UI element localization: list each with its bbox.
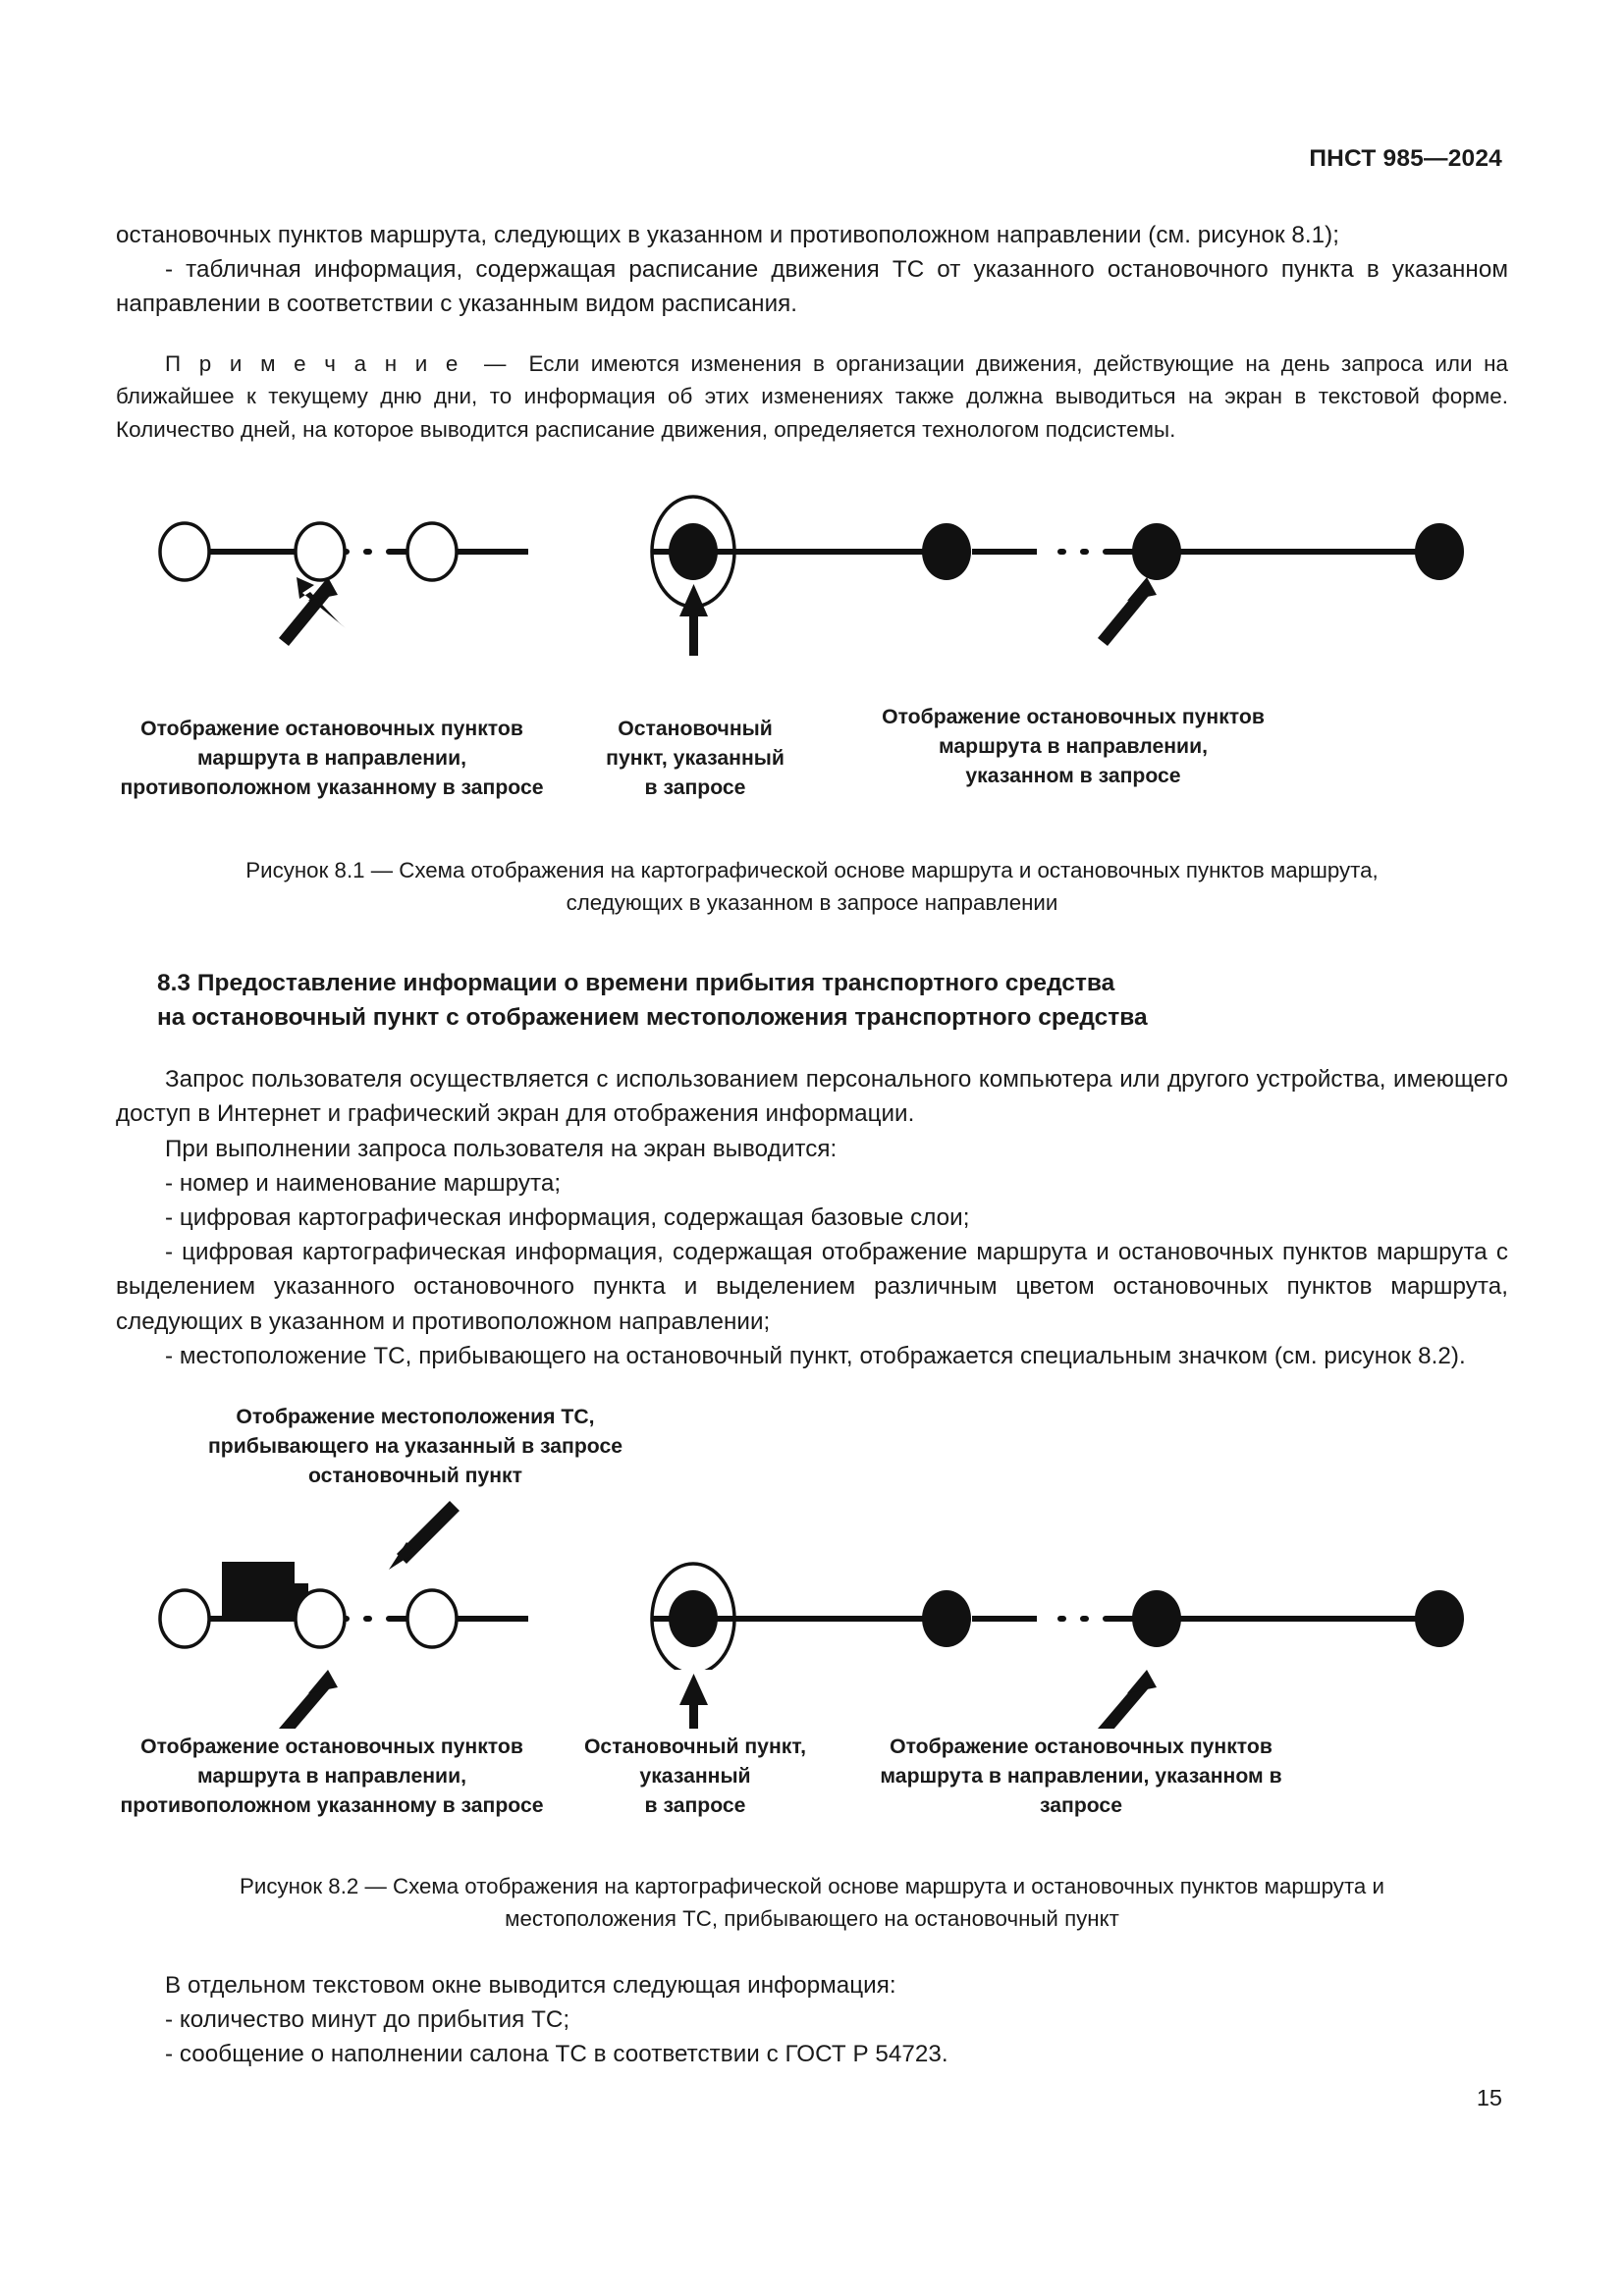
label-line: противоположном указанному в запросе [120, 776, 544, 800]
figure-8-1 [116, 489, 1508, 919]
arrow-center-callout-shape [679, 584, 708, 656]
note-dash: — [484, 350, 507, 376]
label-line: Отображение остановочных пунктов [140, 1735, 523, 1758]
paragraph-continued: остановочных пунктов маршрута, следующих в указанном и противоположном направлении (см. рисунок 8.1); [116, 222, 1340, 248]
arrow-to-vehicle-shape [389, 1501, 460, 1570]
figure-8-1-label-left [116, 715, 548, 803]
stop-node-hollow [296, 523, 345, 580]
arrow-center-callout-shape [679, 1674, 708, 1729]
stop-node-filled [1415, 523, 1464, 580]
label-line: маршрута в направлении, [197, 747, 466, 771]
label-line: Отображение остановочных пунктов [890, 1735, 1272, 1758]
section-8-3-heading [116, 966, 1508, 1035]
figure-8-2-graphic [116, 1493, 1508, 1670]
bullet-minutes-to-arrival: - количество минут до прибытия ТС; [165, 2006, 570, 2034]
figure-8-2-caption [174, 1870, 1450, 1935]
figure-8-1-label-right [852, 703, 1294, 791]
arrow-left-callout-shape [279, 1670, 338, 1729]
note-label: П р и м е ч а н и е [165, 350, 461, 376]
figure-8-2 [116, 1403, 1508, 1935]
figure-8-2-label-right [850, 1733, 1312, 1821]
stop-node-filled [1132, 523, 1181, 580]
stop-node-hollow [407, 523, 457, 580]
stop-node-hollow [160, 1590, 209, 1647]
label-line: маршрута в направлении, [939, 735, 1208, 759]
label-line: маршрута в направлении, указанном в [880, 1764, 1282, 1788]
stop-node-filled [922, 1590, 971, 1647]
caption-line: Рисунок 8.1 — Схема отображения на картографической основе маршрута и остановочных пунктов маршрута, [245, 858, 1379, 883]
page-number: 15 [1476, 2085, 1502, 2110]
label-line: Отображение остановочных пунктов [882, 706, 1265, 729]
label-line: запросе [1039, 1793, 1122, 1817]
caption-line: следующих в указанном в запросе направлении [566, 890, 1058, 916]
figure-8-2-arrows [116, 1668, 1508, 1729]
heading-line: на остановочный пункт с отображением местоположения транспортного средства [157, 1004, 1148, 1032]
label-line: Остановочный пункт, [583, 1735, 807, 1758]
running-head-standard-code: ПНСТ 985—2024 [1309, 145, 1502, 172]
arrow-group [279, 577, 1157, 656]
label-line: остановочный пункт [308, 1464, 522, 1487]
stop-node-filled [1132, 1590, 1181, 1647]
label-line: указанный [639, 1764, 751, 1788]
label-line: Остановочный [618, 718, 773, 741]
bullet-vehicle-position: - местоположение ТС, прибывающего на остановочный пункт, отображается специальным значком (см. рисунок 8.2). [165, 1342, 1466, 1369]
arrow-right-callout-shape [1098, 1670, 1157, 1729]
paragraph-onscreen: При выполнении запроса пользователя на экран выводится: [165, 1135, 838, 1162]
label-line: в запросе [644, 1793, 746, 1817]
figure-8-2-label-left [116, 1733, 548, 1821]
label-line: противоположном указанному в запросе [120, 1793, 544, 1817]
note-block [116, 347, 1508, 447]
arrow-right-callout-shape [1098, 577, 1157, 646]
bullet-occupancy-message: - сообщение о наполнении салона ТС в соответствии с ГОСТ Р 54723. [165, 2041, 948, 2068]
bullet-route-display: - цифровая картографическая информация, содержащая отображение маршрута и остановочных пунктов маршрута с выделением указанного остановочного пункта и выделением различным цветом остановочных пунктов маршрута, следующих в указанном и противоположном направлении; [116, 1239, 1508, 1335]
stop-node-hollow [296, 1590, 345, 1647]
bullet-table-info: - табличная информация, содержащая расписание движения ТС от указанного остановочного пункта в указанном направлении в соответствии с указанным видом расписания. [116, 256, 1508, 318]
stop-node-selected [669, 523, 718, 580]
paragraph-text-window: В отдельном текстовом окне выводится следующая информация: [165, 1971, 896, 1999]
note-text: Если имеются изменения в организации движения, действующие на день запроса или на ближайшее к текущему дню дни, то информация об этих изменениях также должна выводиться на экран в текстовой форме. Количество дней, на которое выводится расписание движения, определяется технологом подсистемы. [116, 350, 1508, 442]
bullet-route-number: - номер и наименование маршрута; [165, 1169, 562, 1197]
label-line: Отображение остановочных пунктов [140, 718, 523, 741]
stop-node-hollow [407, 1590, 457, 1647]
stop-node-filled [922, 523, 971, 580]
bullet-base-layers: - цифровая картографическая информация, содержащая базовые слои; [165, 1203, 970, 1231]
page-content [116, 218, 1508, 2072]
paragraph-request: Запрос пользователя осуществляется с использованием персонального компьютера или другого устройства, имеющего доступ в Интернет и графический экран для отображения информации. [116, 1066, 1508, 1128]
figure-8-2-label-top [185, 1403, 646, 1491]
caption-line: местоположения ТС, прибывающего на остановочный пункт [505, 1905, 1119, 1931]
label-line: прибывающего на указанный в запросе [207, 1434, 623, 1458]
label-line: в запросе [644, 776, 746, 800]
figure-8-1-caption [174, 854, 1450, 919]
figure-8-2-label-center [558, 1733, 833, 1821]
figure-8-1-graphic [116, 489, 1508, 715]
figure-8-1-label-center [568, 715, 823, 803]
stop-node-hollow [160, 523, 209, 580]
label-line: маршрута в направлении, [197, 1764, 466, 1788]
label-line: Отображение местоположения ТС, [236, 1405, 595, 1428]
heading-line: 8.3 Предоставление информации о времени прибытия транспортного средства [157, 970, 1115, 997]
label-line: указанном в запросе [965, 765, 1181, 788]
label-line: пункт, указанный [606, 747, 785, 771]
caption-line: Рисунок 8.2 — Схема отображения на картографической основе маршрута и остановочных пунктов маршрута и [240, 1873, 1384, 1898]
stop-node-filled [1415, 1590, 1464, 1647]
stop-node-selected [669, 1590, 718, 1647]
